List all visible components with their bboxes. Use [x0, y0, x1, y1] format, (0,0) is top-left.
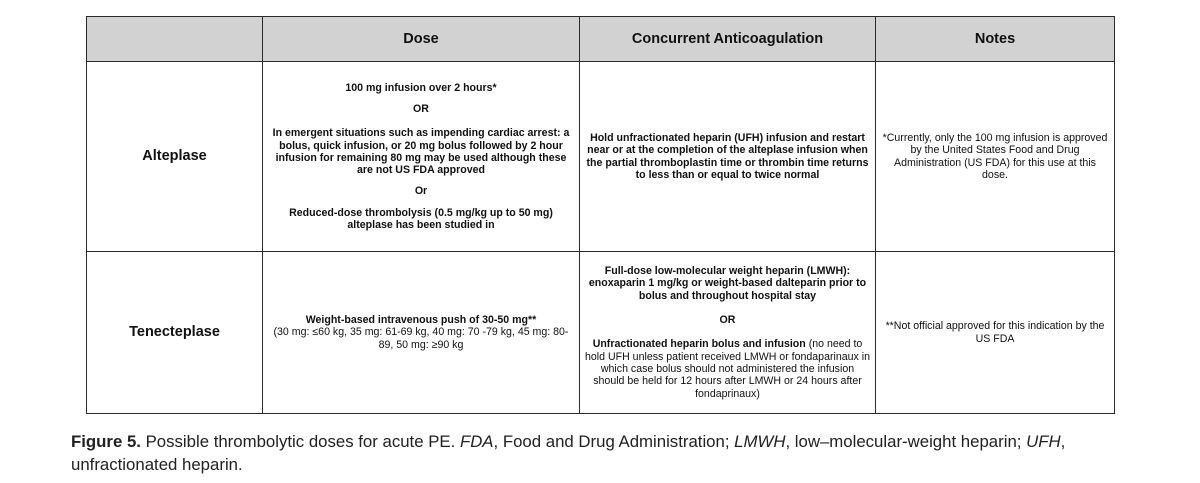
caption-text-1: Possible thrombolytic doses for acute PE. — [140, 432, 460, 451]
dose-alteplase-emergent: In emergent situations such as impending cardiac arrest: a bolus, quick infusion, or 20 mg bolus followed by 2 hour infusion for remaining 80 mg may be used although these are not US FDA approved — [272, 127, 570, 177]
anticoagulation-tenecteplase-ufh-rest: (no need to hold UFH unless patient received LMWH or fondaparinaux in which case bolus should not administered the infusion should be held for 12 hours after LMWH or 24 hours after fondaprinaux) — [585, 338, 870, 400]
caption-text-4: , unfractionated heparin. — [71, 432, 1066, 474]
caption-abbr-lmwh: LMWH — [734, 432, 786, 451]
figure-label: Figure 5. — [71, 432, 141, 451]
dose-alteplase — [263, 62, 580, 252]
caption-abbr-fda: FDA — [459, 432, 494, 451]
anticoagulation-tenecteplase — [580, 252, 876, 414]
drug-name-alteplase: Alteplase — [87, 62, 263, 252]
dose-alteplase-or-2: Or — [414, 185, 428, 198]
header-notes: Notes — [876, 17, 1115, 62]
dose-tenecteplase-main: Weight-based intravenous push of 30-50 mg** — [305, 314, 537, 327]
anticoagulation-tenecteplase-lmwh: Full-dose low-molecular weight heparin (LMWH): enoxaparin 1 mg/kg or weight-based dalteparin prior to bolus and throughout hospital stay — [588, 265, 867, 302]
header-dose: Dose — [263, 17, 580, 62]
drug-name-tenecteplase: Tenecteplase — [87, 252, 263, 414]
anticoagulation-tenecteplase-ufh-bold: Unfractionated heparin bolus and infusion — [592, 338, 806, 351]
caption-abbr-ufh: UFH — [1026, 432, 1061, 451]
notes-tenecteplase: **Not official approved for this indication by the US FDA — [876, 252, 1115, 414]
table-row-tenecteplase — [87, 252, 1115, 414]
dose-alteplase-or-1: OR — [413, 102, 429, 115]
header-drug — [87, 17, 263, 62]
caption-text-3: , low–molecular-weight heparin; — [785, 432, 1027, 451]
dose-tenecteplase — [263, 252, 580, 414]
dose-alteplase-standard: 100 mg infusion over 2 hours* — [345, 81, 497, 94]
thrombolytic-dose-table-container — [86, 16, 1114, 414]
anticoagulation-tenecteplase-ufh — [584, 338, 871, 399]
dose-tenecteplase-detail: (30 mg: ≤60 kg, 35 mg: 61-69 kg, 40 mg: 70 -79 kg, 45 mg: 80-89, 50 mg: ≥90 kg — [273, 326, 569, 351]
notes-alteplase: *Currently, only the 100 mg infusion is approved by the United States Food and Drug Administration (US FDA) for this use at this dose. — [876, 62, 1115, 252]
header-anticoagulation: Concurrent Anticoagulation — [580, 17, 876, 62]
figure-caption — [71, 431, 1141, 476]
table-row-alteplase — [87, 62, 1115, 252]
caption-text-2: , Food and Drug Administration; — [493, 432, 735, 451]
anticoagulation-alteplase: Hold unfractionated heparin (UFH) infusion and restart near or at the completion of the alteplase infusion when the partial thromboplastin time or thrombin time returns to less than or equal to twice normal — [580, 62, 876, 252]
table-header-row — [87, 17, 1115, 62]
anticoagulation-tenecteplase-or: OR — [719, 314, 736, 327]
dose-alteplase-reduced: Reduced-dose thrombolysis (0.5 mg/kg up to 50 mg) alteplase has been studied in — [289, 206, 553, 232]
thrombolytic-dose-table — [86, 16, 1115, 414]
